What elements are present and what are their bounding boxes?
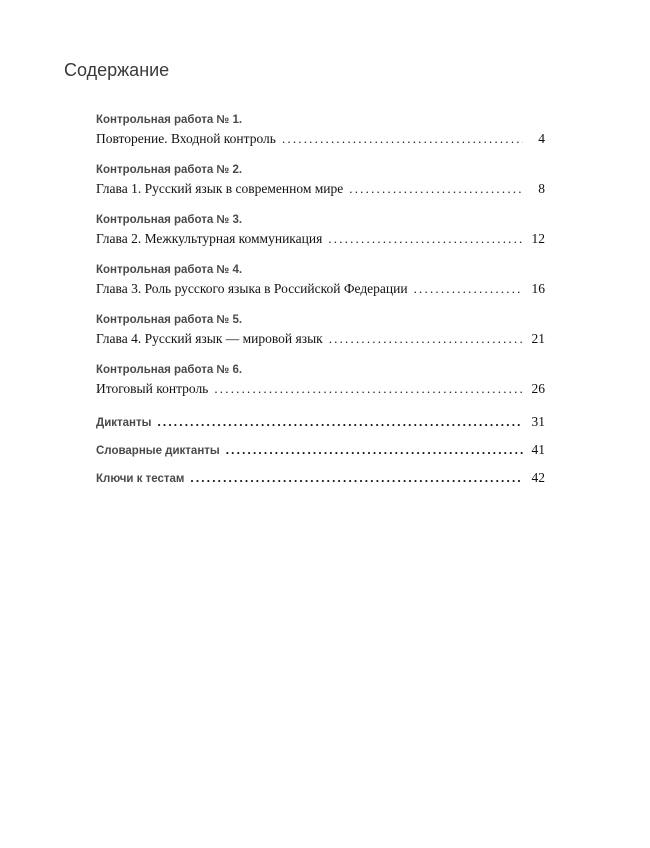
toc-line (96, 329, 545, 349)
toc-line (96, 279, 545, 299)
toc-entry-vocabulary-dictations[interactable] (96, 440, 545, 460)
toc-title: Ключи к тестам (96, 473, 185, 485)
toc-line (96, 379, 545, 399)
toc-heading: Контрольная работа № 4. (96, 264, 243, 276)
page-number: 41 (531, 442, 545, 457)
toc-title: Диктанты (96, 417, 152, 429)
toc-entry-work-5[interactable] (96, 312, 545, 349)
toc-heading: Контрольная работа № 2. (96, 164, 243, 176)
dot-leader (214, 379, 523, 399)
toc-heading: Контрольная работа № 5. (96, 314, 243, 326)
page-number: 42 (531, 470, 545, 485)
toc-entry-work-3[interactable] (96, 212, 545, 249)
toc-title: Глава 1. Русский язык в современном мире (96, 181, 344, 196)
toc-heading: Контрольная работа № 6. (96, 364, 243, 376)
dot-leader (157, 412, 523, 432)
toc-entry-dictations[interactable] (96, 412, 545, 432)
toc-line (96, 129, 545, 149)
toc-line (96, 229, 545, 249)
toc-title: Итоговый контроль (96, 381, 209, 396)
dot-leader (349, 179, 523, 199)
dot-leader (328, 229, 523, 249)
toc-title: Словарные диктанты (96, 445, 220, 457)
toc-entry-test-keys[interactable] (96, 468, 545, 488)
page-number: 26 (531, 381, 545, 396)
dot-leader (414, 279, 523, 299)
toc-title: Глава 2. Межкультурная коммуникация (96, 231, 323, 246)
toc-line (96, 179, 545, 199)
page-number: 31 (531, 414, 545, 429)
page-title: Содержание (64, 60, 170, 80)
toc-title: Повторение. Входной контроль (96, 131, 276, 146)
page-number: 21 (531, 331, 545, 346)
toc-entry-work-4[interactable] (96, 262, 545, 299)
dot-leader (282, 129, 523, 149)
dot-leader (329, 329, 523, 349)
page-number: 4 (538, 131, 545, 146)
dot-leader (190, 468, 523, 488)
toc-entry-work-1[interactable] (96, 112, 545, 149)
page-number: 12 (531, 231, 545, 246)
toc-entry-work-2[interactable] (96, 162, 545, 199)
toc-entry-work-6[interactable] (96, 362, 545, 399)
page-number: 8 (538, 181, 545, 196)
page-number: 16 (531, 281, 545, 296)
dot-leader (226, 440, 523, 460)
table-of-contents (96, 112, 545, 488)
toc-title: Глава 3. Роль русского языка в Российской Федерации (96, 281, 408, 296)
toc-title: Глава 4. Русский язык — мировой язык (96, 331, 323, 346)
toc-heading: Контрольная работа № 1. (96, 114, 243, 126)
toc-heading: Контрольная работа № 3. (96, 214, 243, 226)
